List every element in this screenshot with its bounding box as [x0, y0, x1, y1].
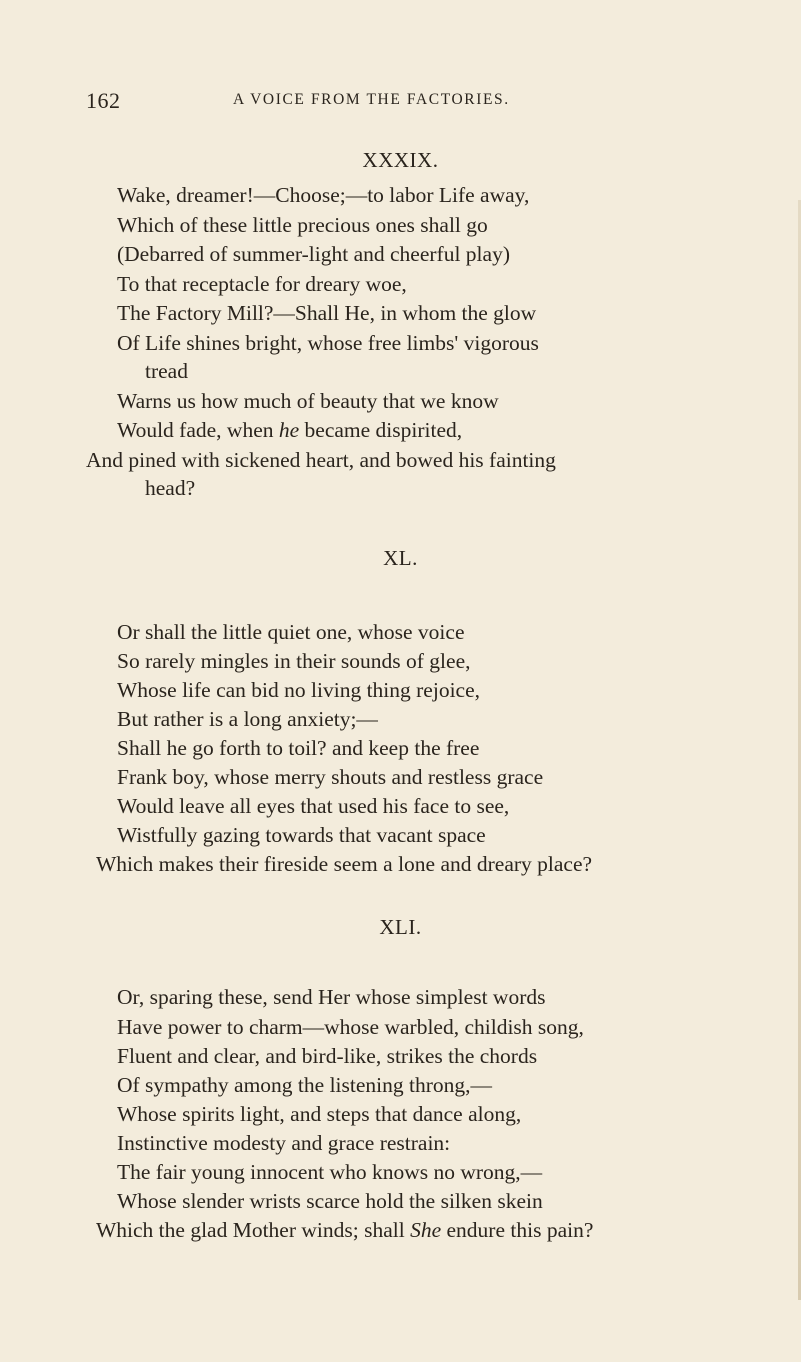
poem-line [96, 1217, 593, 1243]
poem-line: Have power to charm—whose warbled, childish song, [117, 1015, 584, 1039]
poem-line: Shall he go forth to toil? and keep the free [117, 736, 480, 760]
poem-line: Or, sparing these, send Her whose simplest words [117, 985, 546, 1009]
emphasis-text: She [410, 1218, 442, 1242]
poem-line: Of sympathy among the listening throng,— [117, 1073, 493, 1097]
emphasis-text: he [278, 418, 300, 442]
poem-line: And pined with sickened heart, and bowed his fainting [86, 448, 556, 472]
line-text: endure this pain? [441, 1218, 594, 1242]
poem-line: Wistfully gazing towards that vacant space [117, 823, 486, 847]
line-text: Which the glad Mother winds; shall [96, 1218, 411, 1242]
poem-line: Which of these little precious ones shall go [117, 213, 488, 237]
poem-line: Or shall the little quiet one, whose voice [117, 620, 465, 644]
poem-line-continuation: tread [145, 359, 188, 383]
poem-line: Fluent and clear, and bird-like, strikes the chords [117, 1044, 538, 1068]
poem-line: To that receptacle for dreary woe, [117, 272, 407, 296]
poem-line: But rather is a long anxiety;— [117, 707, 378, 731]
poem-line: Whose slender wrists scarce hold the silken skein [117, 1189, 543, 1213]
running-title: A VOICE FROM THE FACTORIES. [233, 91, 510, 108]
stanza-heading-xxxix: XXXIX. [362, 148, 439, 172]
poem-line: Instinctive modesty and grace restrain: [117, 1131, 451, 1155]
line-text: Would fade, when [117, 418, 279, 442]
poem-line: The fair young innocent who knows no wrong,— [117, 1160, 543, 1184]
page-number: 162 [86, 88, 121, 113]
poem-line: Wake, dreamer!—Choose;—to labor Life away, [117, 183, 530, 207]
poem-line: Whose life can bid no living thing rejoice, [117, 678, 481, 702]
poem-line-continuation: head? [145, 476, 196, 500]
poem-line: So rarely mingles in their sounds of glee, [117, 649, 471, 673]
poem-line: Which makes their fireside seem a lone and dreary place? [96, 852, 593, 876]
stanza-heading-xl: XL. [383, 546, 418, 570]
poem-line: (Debarred of summer-light and cheerful play) [117, 242, 510, 266]
poem-line [117, 417, 462, 443]
poem-line: Whose spirits light, and steps that dance along, [117, 1102, 522, 1126]
poem-line: Frank boy, whose merry shouts and restless grace [117, 765, 544, 789]
poem-line: The Factory Mill?—Shall He, in whom the glow [117, 301, 537, 325]
line-text: became dispirited, [299, 418, 463, 442]
poem-line: Of Life shines bright, whose free limbs' vigorous [117, 331, 539, 355]
stanza-heading-xli: XLI. [379, 915, 422, 939]
running-head [0, 88, 801, 112]
poem-line: Warns us how much of beauty that we know [117, 389, 499, 413]
poem-line: Would leave all eyes that used his face to see, [117, 794, 510, 818]
